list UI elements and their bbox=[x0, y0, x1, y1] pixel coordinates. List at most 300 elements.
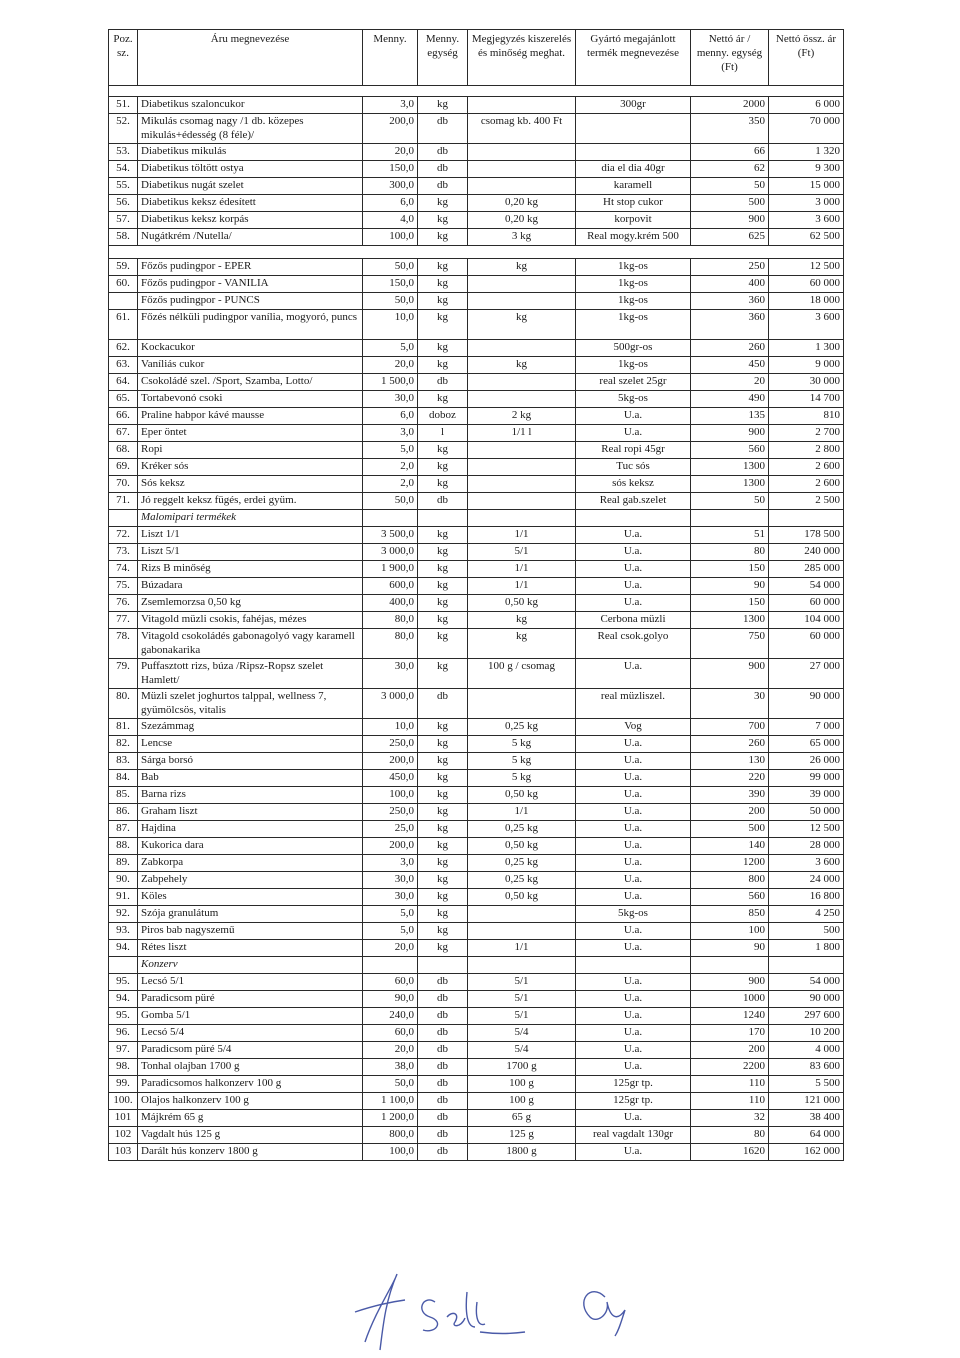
cell-prod: U.a. bbox=[576, 544, 691, 561]
table-row bbox=[109, 974, 844, 991]
cell-total: 5 500 bbox=[769, 1076, 844, 1093]
table-row bbox=[109, 595, 844, 612]
cell-no: 76. bbox=[109, 595, 138, 612]
cell-qty: 200,0 bbox=[363, 114, 418, 144]
cell-unit: kg bbox=[418, 340, 468, 357]
cell-prod: 1kg-os bbox=[576, 293, 691, 310]
cell-unit: db bbox=[418, 1127, 468, 1144]
cell-price: 20 bbox=[691, 374, 769, 391]
cell-no: 100. bbox=[109, 1093, 138, 1110]
cell-name: Malomipari termékek bbox=[138, 510, 363, 527]
cell-no bbox=[109, 293, 138, 310]
cell-no: 102 bbox=[109, 1127, 138, 1144]
cell-pack: 0,50 kg bbox=[468, 595, 576, 612]
cell-no: 59. bbox=[109, 259, 138, 276]
cell-no: 87. bbox=[109, 821, 138, 838]
cell-pack: 5/4 bbox=[468, 1042, 576, 1059]
cell-name: Főzős pudingpor - PUNCS bbox=[138, 293, 363, 310]
cell-qty: 200,0 bbox=[363, 753, 418, 770]
cell-qty: 80,0 bbox=[363, 612, 418, 629]
cell-pack: 1/1 l bbox=[468, 425, 576, 442]
cell-no: 93. bbox=[109, 923, 138, 940]
cell-price: 2200 bbox=[691, 1059, 769, 1076]
cell-prod bbox=[576, 144, 691, 161]
table-row bbox=[109, 493, 844, 510]
cell-prod: sós keksz bbox=[576, 476, 691, 493]
cell-prod: Vog bbox=[576, 719, 691, 736]
cell-name: Jó reggelt keksz fügés, erdei gyüm. bbox=[138, 493, 363, 510]
cell-no: 99. bbox=[109, 1076, 138, 1093]
cell-unit: kg bbox=[418, 855, 468, 872]
cell-pack bbox=[468, 97, 576, 114]
cell-pack: 0,25 kg bbox=[468, 872, 576, 889]
cell-pack bbox=[468, 340, 576, 357]
cell-prod: U.a. bbox=[576, 855, 691, 872]
cell-no: 101 bbox=[109, 1110, 138, 1127]
cell-total: 4 000 bbox=[769, 1042, 844, 1059]
cell-prod: U.a. bbox=[576, 425, 691, 442]
cell-qty: 30,0 bbox=[363, 889, 418, 906]
cell-prod: U.a. bbox=[576, 770, 691, 787]
cell-price: 390 bbox=[691, 787, 769, 804]
cell-total: 50 000 bbox=[769, 804, 844, 821]
cell-price bbox=[691, 510, 769, 527]
cell-prod: U.a. bbox=[576, 1059, 691, 1076]
cell-total: 9 000 bbox=[769, 357, 844, 374]
cell-price: 400 bbox=[691, 276, 769, 293]
cell-unit: kg bbox=[418, 719, 468, 736]
cell-total: 12 500 bbox=[769, 259, 844, 276]
cell-name: Bab bbox=[138, 770, 363, 787]
cell-qty: 1 900,0 bbox=[363, 561, 418, 578]
cell-name: Mikulás csomag nagy /1 db. közepes mikulás+édesség (8 féle)/ bbox=[138, 114, 363, 144]
cell-no: 95. bbox=[109, 1008, 138, 1025]
cell-prod: U.a. bbox=[576, 736, 691, 753]
cell-pack bbox=[468, 476, 576, 493]
cell-total: 60 000 bbox=[769, 276, 844, 293]
table-row bbox=[109, 689, 844, 719]
cell-unit: doboz bbox=[418, 408, 468, 425]
table-row bbox=[109, 459, 844, 476]
cell-prod: U.a. bbox=[576, 838, 691, 855]
cell-total: 2 500 bbox=[769, 493, 844, 510]
cell-unit: kg bbox=[418, 578, 468, 595]
cell-total bbox=[769, 957, 844, 974]
cell-prod: dia el dia 40gr bbox=[576, 161, 691, 178]
cell-no: 94. bbox=[109, 940, 138, 957]
cell-unit: kg bbox=[418, 229, 468, 246]
cell-prod: U.a. bbox=[576, 821, 691, 838]
cell-pack: 5 kg bbox=[468, 770, 576, 787]
cell-unit: db bbox=[418, 1076, 468, 1093]
cell-prod: U.a. bbox=[576, 1025, 691, 1042]
cell-name: Graham liszt bbox=[138, 804, 363, 821]
cell-total: 810 bbox=[769, 408, 844, 425]
cell-price: 900 bbox=[691, 659, 769, 689]
cell-total: 2 600 bbox=[769, 476, 844, 493]
cell-unit: db bbox=[418, 114, 468, 144]
cell-unit: db bbox=[418, 689, 468, 719]
table-row bbox=[109, 442, 844, 459]
table-row bbox=[109, 629, 844, 659]
cell-no: 73. bbox=[109, 544, 138, 561]
cell-prod: U.a. bbox=[576, 787, 691, 804]
cell-pack: csomag kb. 400 Ft bbox=[468, 114, 576, 144]
cell-unit: kg bbox=[418, 459, 468, 476]
cell-price: 1300 bbox=[691, 476, 769, 493]
cell-price: 1300 bbox=[691, 612, 769, 629]
cell-qty: 5,0 bbox=[363, 442, 418, 459]
cell-price: 490 bbox=[691, 391, 769, 408]
cell-price: 50 bbox=[691, 178, 769, 195]
cell-name: Liszt 1/1 bbox=[138, 527, 363, 544]
cell-price: 150 bbox=[691, 595, 769, 612]
cell-prod: U.a. bbox=[576, 527, 691, 544]
table-row bbox=[109, 578, 844, 595]
cell-unit: l bbox=[418, 425, 468, 442]
cell-prod: 1kg-os bbox=[576, 276, 691, 293]
cell-pack bbox=[468, 144, 576, 161]
table-row bbox=[109, 804, 844, 821]
cell-price: 90 bbox=[691, 578, 769, 595]
cell-unit: kg bbox=[418, 940, 468, 957]
cell-name: Nugátkrém /Nutella/ bbox=[138, 229, 363, 246]
section-row bbox=[109, 510, 844, 527]
cell-price: 625 bbox=[691, 229, 769, 246]
cell-qty: 3,0 bbox=[363, 425, 418, 442]
cell-pack bbox=[468, 459, 576, 476]
cell-unit: kg bbox=[418, 770, 468, 787]
cell-name: Főzős pudingpor - EPER bbox=[138, 259, 363, 276]
cell-total: 15 000 bbox=[769, 178, 844, 195]
cell-price: 90 bbox=[691, 940, 769, 957]
cell-total: 3 600 bbox=[769, 212, 844, 229]
cell-name: Vagdalt hús 125 g bbox=[138, 1127, 363, 1144]
cell-total: 1 300 bbox=[769, 340, 844, 357]
cell-price: 560 bbox=[691, 442, 769, 459]
cell-price: 900 bbox=[691, 425, 769, 442]
cell-name: Vitagold müzli csokis, fahéjas, mézes bbox=[138, 612, 363, 629]
cell-prod: U.a. bbox=[576, 804, 691, 821]
cell-pack: 100 g bbox=[468, 1076, 576, 1093]
cell-price: 750 bbox=[691, 629, 769, 659]
table-row bbox=[109, 1076, 844, 1093]
cell-total: 64 000 bbox=[769, 1127, 844, 1144]
header-unit: Menny. egység bbox=[418, 30, 468, 86]
cell-unit bbox=[418, 957, 468, 974]
cell-pack bbox=[468, 906, 576, 923]
cell-prod: U.a. bbox=[576, 1042, 691, 1059]
cell-name: Tonhal olajban 1700 g bbox=[138, 1059, 363, 1076]
cell-pack: 1700 g bbox=[468, 1059, 576, 1076]
cell-name: Hajdina bbox=[138, 821, 363, 838]
cell-no: 79. bbox=[109, 659, 138, 689]
table-row bbox=[109, 1008, 844, 1025]
cell-no: 54. bbox=[109, 161, 138, 178]
cell-qty: 25,0 bbox=[363, 821, 418, 838]
cell-qty: 150,0 bbox=[363, 276, 418, 293]
cell-total: 240 000 bbox=[769, 544, 844, 561]
cell-unit: db bbox=[418, 374, 468, 391]
cell-total: 60 000 bbox=[769, 629, 844, 659]
table-row bbox=[109, 425, 844, 442]
cell-total: 27 000 bbox=[769, 659, 844, 689]
cell-pack: 1800 g bbox=[468, 1144, 576, 1161]
cell-no: 98. bbox=[109, 1059, 138, 1076]
cell-pack: 1/1 bbox=[468, 561, 576, 578]
cell-prod: U.a. bbox=[576, 561, 691, 578]
cell-prod: 5kg-os bbox=[576, 391, 691, 408]
cell-no: 82. bbox=[109, 736, 138, 753]
cell-pack: 0,50 kg bbox=[468, 787, 576, 804]
cell-pack: 0,25 kg bbox=[468, 821, 576, 838]
table-row bbox=[109, 195, 844, 212]
cell-prod: Cerbona müzli bbox=[576, 612, 691, 629]
cell-pack: 5/1 bbox=[468, 974, 576, 991]
cell-pack bbox=[468, 957, 576, 974]
cell-unit: kg bbox=[418, 259, 468, 276]
cell-pack bbox=[468, 391, 576, 408]
cell-total: 24 000 bbox=[769, 872, 844, 889]
table-row bbox=[109, 161, 844, 178]
cell-no: 65. bbox=[109, 391, 138, 408]
cell-price: 80 bbox=[691, 1127, 769, 1144]
cell-total: 38 400 bbox=[769, 1110, 844, 1127]
table-row bbox=[109, 923, 844, 940]
cell-price: 110 bbox=[691, 1076, 769, 1093]
table-row bbox=[109, 1093, 844, 1110]
cell-no: 78. bbox=[109, 629, 138, 659]
table-row bbox=[109, 259, 844, 276]
cell-prod: 500gr-os bbox=[576, 340, 691, 357]
cell-qty: 60,0 bbox=[363, 1025, 418, 1042]
cell-pack: 0,25 kg bbox=[468, 855, 576, 872]
cell-total: 2 700 bbox=[769, 425, 844, 442]
cell-name: Zabkorpa bbox=[138, 855, 363, 872]
cell-qty: 100,0 bbox=[363, 1144, 418, 1161]
cell-price: 220 bbox=[691, 770, 769, 787]
table-row bbox=[109, 1042, 844, 1059]
cell-prod: Real gab.szelet bbox=[576, 493, 691, 510]
cell-total: 18 000 bbox=[769, 293, 844, 310]
cell-qty: 20,0 bbox=[363, 1042, 418, 1059]
cell-qty: 3 000,0 bbox=[363, 689, 418, 719]
cell-no bbox=[109, 510, 138, 527]
cell-total: 7 000 bbox=[769, 719, 844, 736]
cell-unit: kg bbox=[418, 476, 468, 493]
table-row bbox=[109, 293, 844, 310]
cell-prod: karamell bbox=[576, 178, 691, 195]
cell-prod: Tuc sós bbox=[576, 459, 691, 476]
cell-prod: 1kg-os bbox=[576, 310, 691, 340]
cell-total: 4 250 bbox=[769, 906, 844, 923]
cell-price: 130 bbox=[691, 753, 769, 770]
cell-unit: db bbox=[418, 1059, 468, 1076]
cell-pack bbox=[468, 689, 576, 719]
cell-qty: 2,0 bbox=[363, 476, 418, 493]
cell-no: 52. bbox=[109, 114, 138, 144]
cell-total: 83 600 bbox=[769, 1059, 844, 1076]
cell-unit: db bbox=[418, 1093, 468, 1110]
cell-name: Lencse bbox=[138, 736, 363, 753]
cell-prod: 5kg-os bbox=[576, 906, 691, 923]
cell-prod: 125gr tp. bbox=[576, 1093, 691, 1110]
cell-pack: 5/1 bbox=[468, 991, 576, 1008]
cell-name: Búzadara bbox=[138, 578, 363, 595]
cell-qty: 50,0 bbox=[363, 293, 418, 310]
cell-name: Vaníliás cukor bbox=[138, 357, 363, 374]
cell-name: Diabetikus nugát szelet bbox=[138, 178, 363, 195]
cell-unit: kg bbox=[418, 544, 468, 561]
table-row bbox=[109, 114, 844, 144]
cell-qty: 90,0 bbox=[363, 991, 418, 1008]
cell-name: Kukorica dara bbox=[138, 838, 363, 855]
cell-name: Puffasztott rizs, búza /Ripsz-Ropsz szelet Hamlett/ bbox=[138, 659, 363, 689]
table-row bbox=[109, 229, 844, 246]
cell-no: 58. bbox=[109, 229, 138, 246]
cell-total: 90 000 bbox=[769, 991, 844, 1008]
cell-qty bbox=[363, 957, 418, 974]
cell-price: 32 bbox=[691, 1110, 769, 1127]
cell-pack: kg bbox=[468, 629, 576, 659]
cell-price: 900 bbox=[691, 212, 769, 229]
cell-name: Diabetikus keksz édesített bbox=[138, 195, 363, 212]
cell-prod: real szelet 25gr bbox=[576, 374, 691, 391]
cell-price: 150 bbox=[691, 561, 769, 578]
cell-price: 50 bbox=[691, 493, 769, 510]
cell-total: 16 800 bbox=[769, 889, 844, 906]
header-qty: Menny. bbox=[363, 30, 418, 86]
cell-unit: kg bbox=[418, 906, 468, 923]
cell-name: Paradicsom püré bbox=[138, 991, 363, 1008]
cell-name: Zsemlemorzsa 0,50 kg bbox=[138, 595, 363, 612]
cell-qty: 50,0 bbox=[363, 1076, 418, 1093]
cell-pack: 0,50 kg bbox=[468, 889, 576, 906]
cell-total: 28 000 bbox=[769, 838, 844, 855]
cell-prod: real müzliszel. bbox=[576, 689, 691, 719]
table-row bbox=[109, 1127, 844, 1144]
cell-qty: 20,0 bbox=[363, 940, 418, 957]
table-row bbox=[109, 527, 844, 544]
cell-name: Praline habpor kávé mausse bbox=[138, 408, 363, 425]
cell-qty: 300,0 bbox=[363, 178, 418, 195]
cell-price: 51 bbox=[691, 527, 769, 544]
table-row bbox=[109, 838, 844, 855]
cell-prod: Real ropi 45gr bbox=[576, 442, 691, 459]
cell-prod: U.a. bbox=[576, 1008, 691, 1025]
cell-qty: 10,0 bbox=[363, 719, 418, 736]
table-row bbox=[109, 544, 844, 561]
cell-unit: db bbox=[418, 178, 468, 195]
cell-qty: 3,0 bbox=[363, 97, 418, 114]
cell-unit: db bbox=[418, 1025, 468, 1042]
cell-name: Müzli szelet joghurtos talppal, wellness 7, gyümölcsös, vitalis bbox=[138, 689, 363, 719]
cell-no: 70. bbox=[109, 476, 138, 493]
cell-qty: 30,0 bbox=[363, 391, 418, 408]
gap-cell bbox=[109, 246, 844, 259]
cell-pack: 100 g / csomag bbox=[468, 659, 576, 689]
cell-prod bbox=[576, 957, 691, 974]
cell-pack: kg bbox=[468, 259, 576, 276]
cell-unit: kg bbox=[418, 561, 468, 578]
table-row bbox=[109, 770, 844, 787]
cell-name: Rizs B minőség bbox=[138, 561, 363, 578]
cell-name: Kockacukor bbox=[138, 340, 363, 357]
cell-no: 62. bbox=[109, 340, 138, 357]
table-row bbox=[109, 719, 844, 736]
cell-total: 10 200 bbox=[769, 1025, 844, 1042]
cell-name: Diabetikus keksz korpás bbox=[138, 212, 363, 229]
cell-name: Diabetikus töltött ostya bbox=[138, 161, 363, 178]
cell-name: Eper öntet bbox=[138, 425, 363, 442]
cell-total: 54 000 bbox=[769, 578, 844, 595]
table-row bbox=[109, 612, 844, 629]
cell-total: 39 000 bbox=[769, 787, 844, 804]
cell-prod: U.a. bbox=[576, 991, 691, 1008]
cell-no: 81. bbox=[109, 719, 138, 736]
cell-unit: kg bbox=[418, 212, 468, 229]
cell-total: 30 000 bbox=[769, 374, 844, 391]
cell-price: 30 bbox=[691, 689, 769, 719]
table-row bbox=[109, 476, 844, 493]
cell-qty: 30,0 bbox=[363, 872, 418, 889]
cell-pack: kg bbox=[468, 310, 576, 340]
cell-no: 90. bbox=[109, 872, 138, 889]
cell-prod bbox=[576, 114, 691, 144]
cell-price bbox=[691, 957, 769, 974]
cell-no: 86. bbox=[109, 804, 138, 821]
cell-no: 92. bbox=[109, 906, 138, 923]
cell-name: Zabpehely bbox=[138, 872, 363, 889]
cell-no: 96. bbox=[109, 1025, 138, 1042]
cell-pack: 65 g bbox=[468, 1110, 576, 1127]
cell-pack bbox=[468, 276, 576, 293]
cell-no: 80. bbox=[109, 689, 138, 719]
cell-no: 74. bbox=[109, 561, 138, 578]
cell-total: 1 800 bbox=[769, 940, 844, 957]
cell-qty: 50,0 bbox=[363, 259, 418, 276]
cell-name: Lecsó 5/4 bbox=[138, 1025, 363, 1042]
table-body bbox=[109, 97, 844, 1161]
cell-price: 62 bbox=[691, 161, 769, 178]
cell-total: 500 bbox=[769, 923, 844, 940]
signature-mark bbox=[335, 1272, 655, 1352]
cell-total: 65 000 bbox=[769, 736, 844, 753]
cell-qty: 240,0 bbox=[363, 1008, 418, 1025]
cell-no: 68. bbox=[109, 442, 138, 459]
cell-qty: 20,0 bbox=[363, 144, 418, 161]
cell-no: 56. bbox=[109, 195, 138, 212]
cell-no: 51. bbox=[109, 97, 138, 114]
cell-total: 60 000 bbox=[769, 595, 844, 612]
cell-unit: kg bbox=[418, 391, 468, 408]
cell-price: 66 bbox=[691, 144, 769, 161]
cell-name: Diabetikus mikulás bbox=[138, 144, 363, 161]
cell-price: 140 bbox=[691, 838, 769, 855]
cell-qty: 5,0 bbox=[363, 340, 418, 357]
cell-pack: 0,20 kg bbox=[468, 195, 576, 212]
cell-pack: 5/1 bbox=[468, 1008, 576, 1025]
cell-price: 1240 bbox=[691, 1008, 769, 1025]
cell-qty: 2,0 bbox=[363, 459, 418, 476]
cell-pack: 1/1 bbox=[468, 578, 576, 595]
cell-total: 62 500 bbox=[769, 229, 844, 246]
header-pos: Poz. sz. bbox=[109, 30, 138, 86]
cell-prod bbox=[576, 510, 691, 527]
cell-unit: db bbox=[418, 1008, 468, 1025]
cell-qty: 60,0 bbox=[363, 974, 418, 991]
cell-pack: 1/1 bbox=[468, 940, 576, 957]
